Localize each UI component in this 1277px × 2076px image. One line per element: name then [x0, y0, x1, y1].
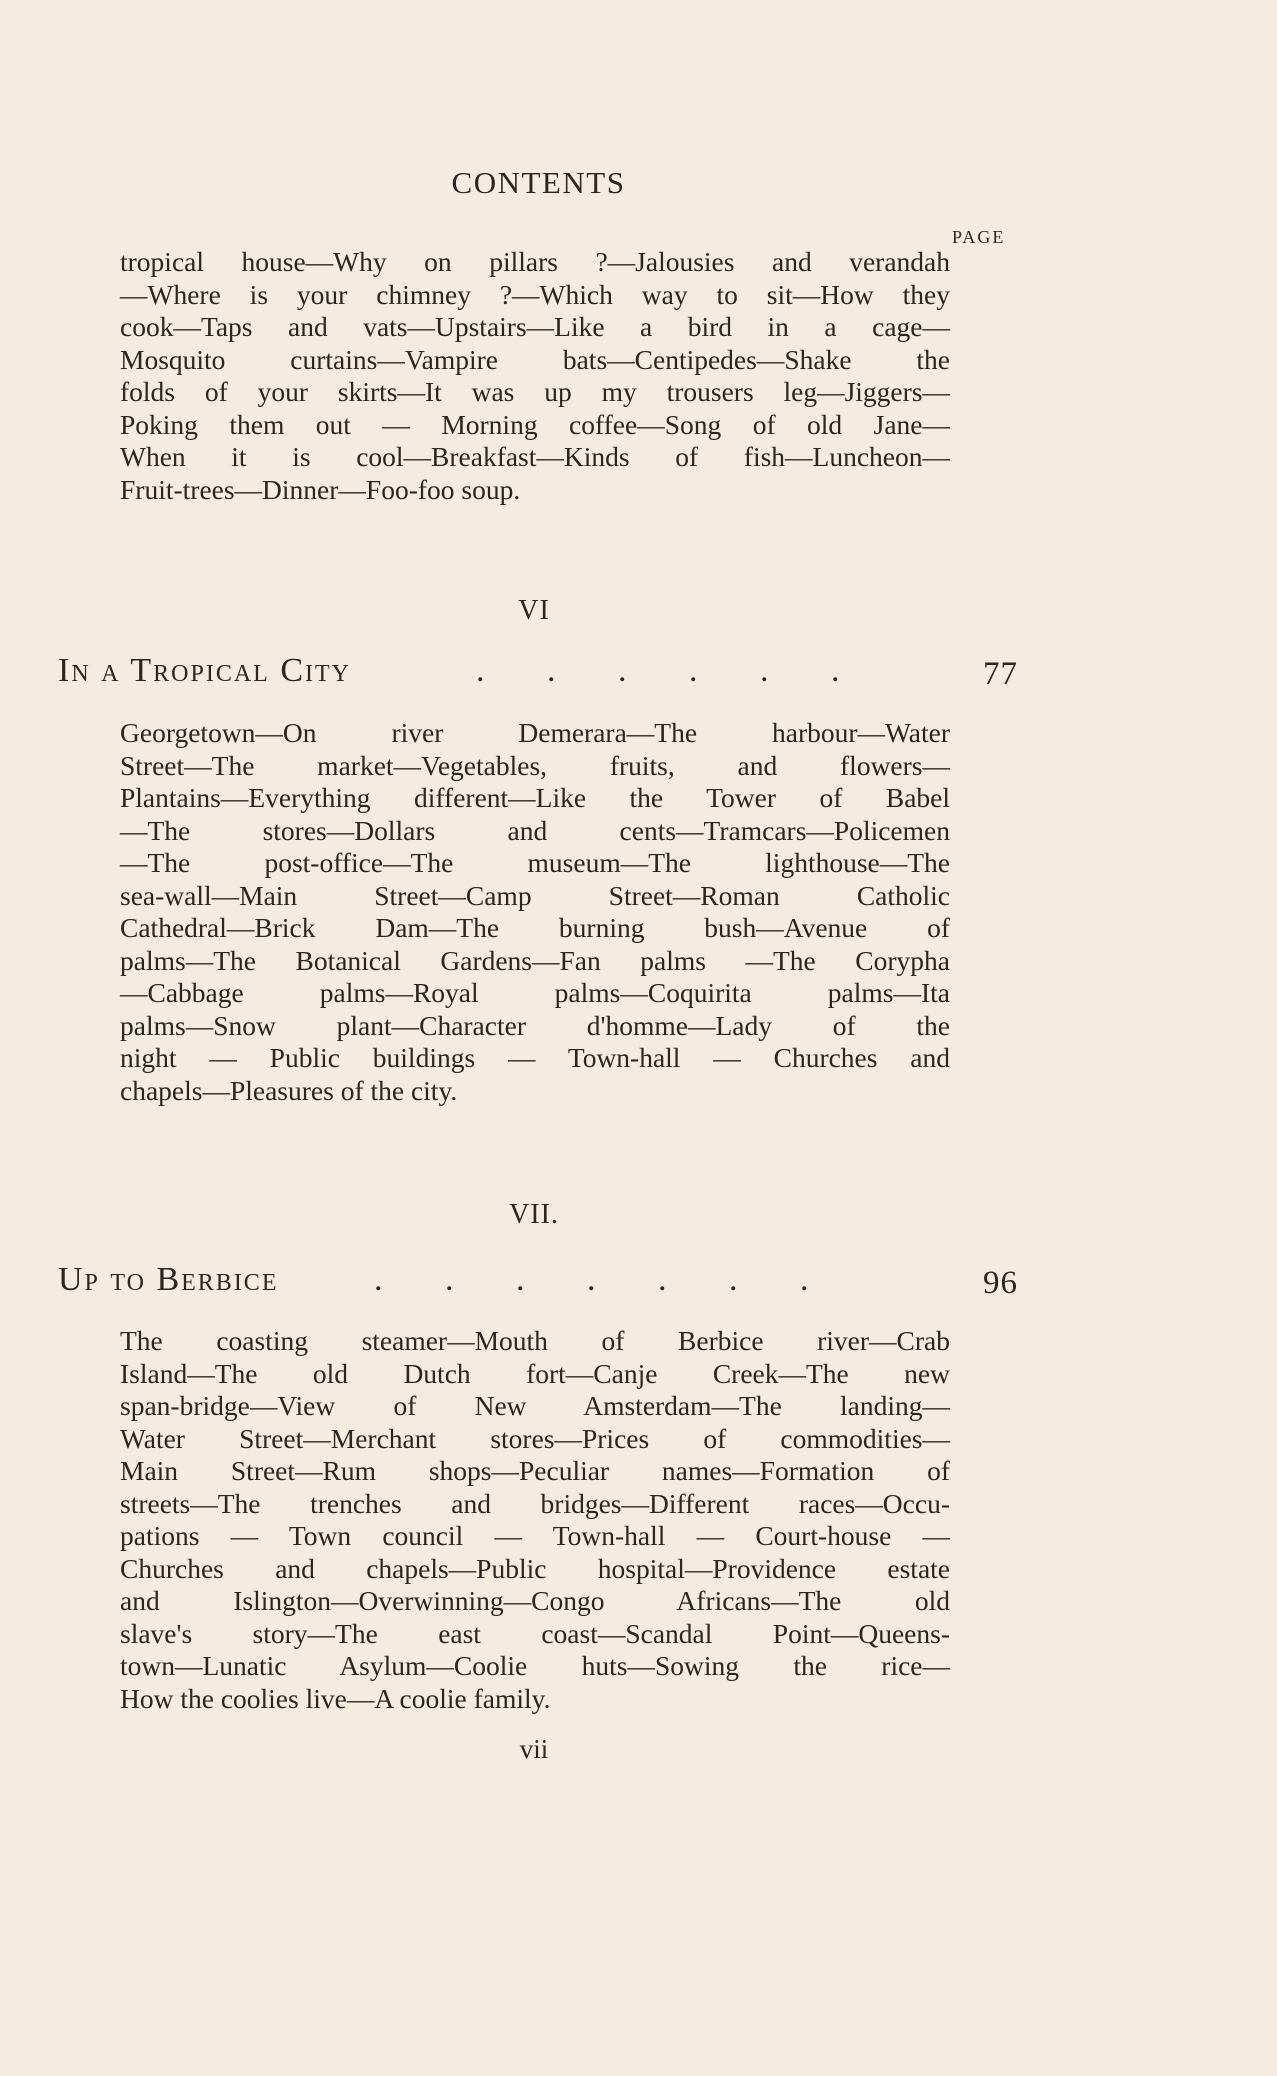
synopsis-line: Poking them out — Morning coffee—Song of old Jane—	[120, 408, 950, 440]
synopsis-line: cook—Taps and vats—Upstairs—Like a bird in a cage—	[120, 311, 950, 342]
synopsis-line: palms—The Botanical Gardens—Fan palms —The Corypha	[120, 944, 950, 976]
synopsis-line: Mosquito curtains—Vampire bats—Centipedes—Shake the	[120, 343, 950, 375]
synopsis-line: tropical house—Why on pillars ?—Jalousies and verandah	[120, 246, 950, 277]
synopsis-line: The coasting steamer—Mouth of Berbice river—Crab	[120, 1325, 950, 1356]
chapter-7-synopsis	[120, 1325, 950, 1715]
synopsis-line: Plantains—Everything different—Like the Tower of Babel	[120, 782, 950, 813]
dot-leader: . . . . . . .	[374, 1261, 836, 1298]
synopsis-line: Main Street—Rum shops—Peculiar names—Formation of	[120, 1455, 950, 1486]
chapter-page-number[interactable]: 77	[983, 656, 1018, 692]
synopsis-line: town—Lunatic Asylum—Coolie huts—Sowing the rice—	[120, 1650, 950, 1681]
synopsis-line: —Cabbage palms—Royal palms—Coquirita palms—Ita	[120, 977, 950, 1008]
synopsis-line: Churches and chapels—Public hospital—Providence estate	[120, 1552, 950, 1584]
synopsis-line: palms—Snow plant—Character d'homme—Lady of the	[120, 1009, 950, 1041]
synopsis-line: How the coolies live—A coolie family.	[120, 1682, 551, 1714]
synopsis-line: Water Street—Merchant stores—Prices of commodities—	[120, 1422, 950, 1454]
synopsis-line: night — Public buildings — Town-hall — Churches and	[120, 1042, 950, 1073]
chapter-6-synopsis	[120, 717, 950, 1107]
synopsis-line: When it is cool—Breakfast—Kinds of fish—Luncheon—	[120, 441, 950, 472]
chapter-title[interactable]: Up to Berbice	[58, 1261, 279, 1298]
synopsis-line: span-bridge—View of New Amsterdam—The landing—	[120, 1390, 950, 1421]
chapter-number: VII.	[509, 1199, 559, 1230]
synopsis-line: slave's story—The east coast—Scandal Point—Queens-	[120, 1617, 950, 1649]
synopsis-line: Street—The market—Vegetables, fruits, and flowers—	[120, 749, 950, 781]
chapter-page-number[interactable]: 96	[983, 1265, 1018, 1301]
synopsis-line: chapels—Pleasures of the city.	[120, 1074, 458, 1106]
synopsis-line: —Where is your chimney ?—Which way to sit—How they	[120, 278, 950, 310]
synopsis-line: and Islington—Overwinning—Congo Africans—The old	[120, 1585, 950, 1616]
page-column-label: PAGE	[952, 227, 1006, 247]
running-head: CONTENTS	[451, 165, 626, 200]
page-folio: vii	[519, 1734, 549, 1764]
chapter-entry-6[interactable]	[58, 652, 1018, 698]
synopsis-line: —The stores—Dollars and cents—Tramcars—Policemen	[120, 814, 950, 846]
chapter-5-synopsis-continued	[120, 246, 950, 506]
synopsis-line: folds of your skirts—It was up my trousers leg—Jiggers—	[120, 376, 950, 407]
chapter-number: VI	[518, 595, 550, 626]
synopsis-line: Cathedral—Brick Dam—The burning bush—Avenue of	[120, 912, 950, 943]
synopsis-line: —The post-office—The museum—The lighthouse—The	[120, 847, 950, 878]
synopsis-line: Fruit-trees—Dinner—Foo-foo soup.	[120, 473, 521, 505]
chapter-entry-7[interactable]	[58, 1261, 1018, 1307]
dot-leader: . . . . . .	[476, 652, 867, 689]
synopsis-line: pations — Town council — Town-hall — Court-house —	[120, 1520, 950, 1551]
synopsis-line: Georgetown—On river Demerara—The harbour—Water	[120, 717, 950, 748]
chapter-title[interactable]: In a Tropical City	[58, 652, 351, 689]
synopsis-line: streets—The trenches and bridges—Different races—Occu-	[120, 1487, 950, 1519]
synopsis-line: sea-wall—Main Street—Camp Street—Roman Catholic	[120, 879, 950, 911]
synopsis-line: Island—The old Dutch fort—Canje Creek—The new	[120, 1357, 950, 1389]
